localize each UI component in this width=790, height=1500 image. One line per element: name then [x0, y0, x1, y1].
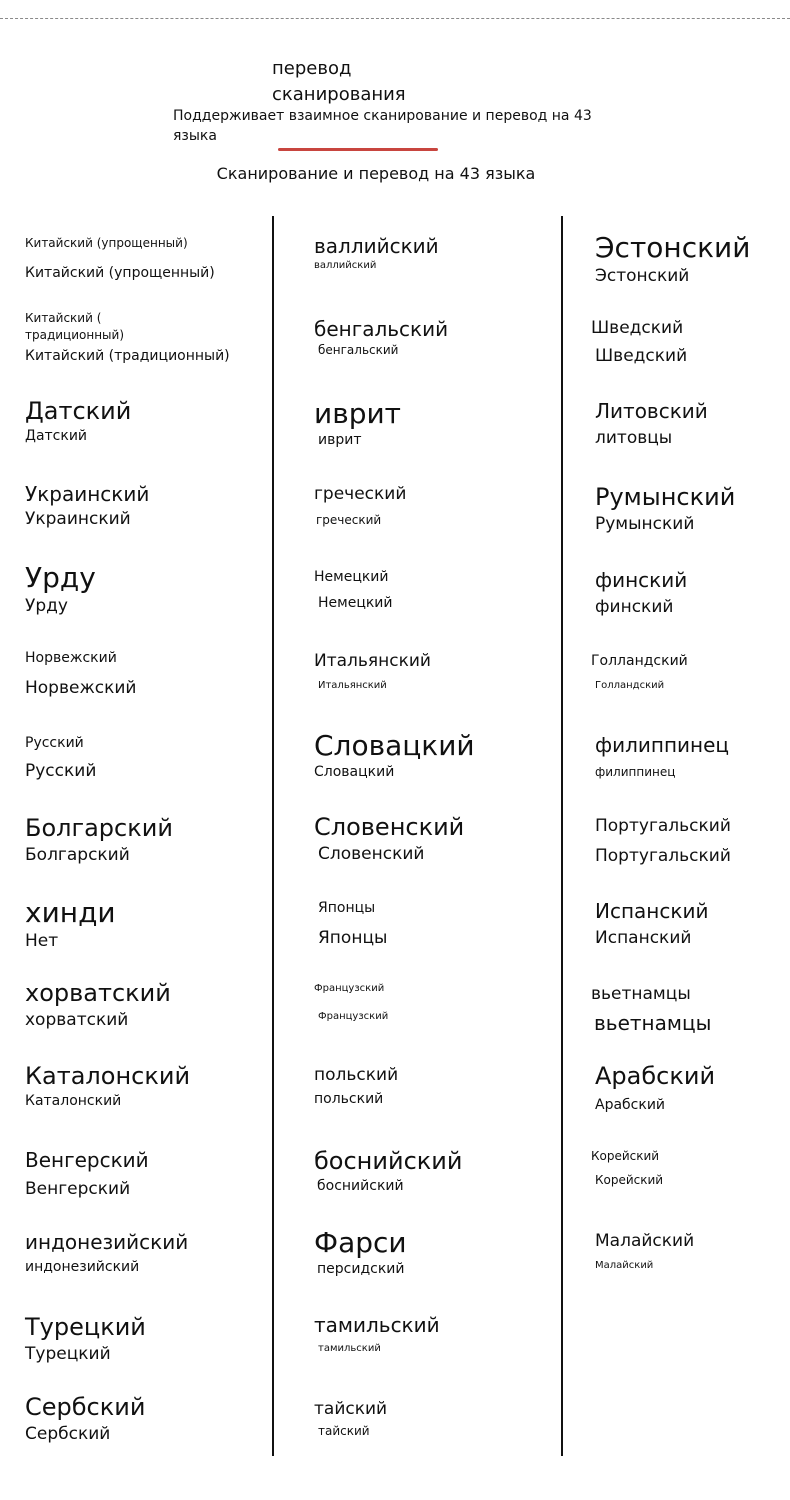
language-entry [314, 1312, 440, 1356]
page-title: перевод сканирования [272, 58, 406, 105]
language-translation: Немецкий [318, 595, 393, 611]
language-translation: Русский [25, 761, 97, 781]
language-name: Шведский [591, 318, 684, 338]
language-translation: литовцы [595, 428, 673, 448]
language-translation: хорватский [25, 1010, 129, 1030]
language-name: Немецкий [314, 569, 389, 585]
language-translation: Португальский [595, 846, 731, 866]
language-name: хинди [25, 896, 116, 929]
language-name: боснийский [314, 1147, 463, 1175]
language-name: Китайский ( традиционный) [25, 311, 125, 342]
language-translation: Украинский [25, 509, 131, 529]
language-translation: Урду [25, 596, 68, 616]
language-name: Литовский [595, 399, 708, 423]
language-entry [595, 232, 750, 288]
language-name: Итальянский [314, 651, 431, 671]
language-name: Арабский [595, 1062, 716, 1090]
language-name: тамильский [314, 1313, 440, 1337]
language-entry [314, 898, 387, 950]
language-entry [314, 1146, 462, 1196]
language-entry [314, 1227, 407, 1279]
language-name: Эстонский [595, 231, 751, 264]
language-name: Французский [314, 983, 385, 994]
language-entry [25, 1229, 188, 1277]
language-name: Датский [25, 397, 132, 425]
language-name: тайский [314, 1399, 388, 1419]
language-translation: польский [314, 1091, 384, 1107]
language-entry [314, 649, 431, 693]
language-entry [595, 898, 708, 950]
language-name: Урду [25, 561, 96, 594]
language-translation: индонезийский [25, 1259, 140, 1275]
language-entry [314, 730, 475, 782]
language-entry [25, 1312, 146, 1366]
language-translation: Венгерский [25, 1179, 131, 1199]
language-translation: Японцы [318, 928, 388, 948]
language-translation: Эстонский [595, 266, 690, 286]
language-translation: Румынский [595, 514, 695, 534]
language-translation: Норвежский [25, 678, 137, 698]
language-translation: Шведский [595, 346, 688, 366]
language-entry [25, 562, 96, 618]
language-translation: филиппинец [595, 765, 676, 779]
language-name: польский [314, 1065, 399, 1085]
language-name: Сербский [25, 1393, 146, 1421]
language-entry [314, 1063, 398, 1109]
language-name: греческий [314, 484, 407, 504]
language-entry [25, 897, 116, 953]
language-name: иврит [314, 397, 401, 430]
language-translation: боснийский [317, 1178, 404, 1194]
language-name: Венгерский [25, 1148, 149, 1172]
language-entry [595, 814, 731, 868]
language-entry [314, 233, 439, 273]
language-translation: персидский [317, 1261, 405, 1277]
language-translation: бенгальский [318, 343, 399, 357]
language-entry [595, 732, 729, 781]
language-name: Украинский [25, 482, 150, 506]
language-translation: Каталонский [25, 1093, 122, 1109]
language-entry [25, 1061, 190, 1111]
language-entry [314, 482, 406, 529]
language-entry [595, 1061, 715, 1115]
language-name: филиппинец [595, 733, 730, 757]
language-name: Корейский [591, 1149, 660, 1163]
language-name: индонезийский [25, 1230, 189, 1254]
language-translation: Словенский [318, 844, 425, 864]
dashed-top-border [0, 18, 790, 19]
language-entry [314, 398, 401, 450]
language-translation: тамильский [318, 1343, 381, 1354]
language-entry [595, 398, 708, 450]
language-entry [591, 651, 688, 693]
language-name: финский [595, 568, 688, 592]
language-name: Каталонский [25, 1062, 191, 1090]
language-translation: Сербский [25, 1424, 111, 1444]
language-name: Японцы [318, 900, 376, 916]
column-divider [561, 216, 563, 1456]
language-entry [25, 813, 173, 867]
language-entry [314, 1397, 387, 1440]
language-translation: валлийский [314, 260, 377, 271]
language-name: Русский [25, 735, 84, 751]
language-translation: Китайский (упрощенный) [25, 265, 215, 281]
language-translation: Словацкий [314, 764, 395, 780]
language-entry [25, 733, 96, 783]
language-name: валлийский [314, 234, 439, 258]
language-name: Испанский [595, 899, 709, 923]
language-translation: Корейский [595, 1173, 664, 1187]
language-entry [591, 316, 687, 368]
language-name: Словацкий [314, 729, 475, 762]
language-name: хорватский [25, 979, 171, 1007]
language-translation: Итальянский [318, 680, 387, 691]
language-entry [314, 812, 464, 866]
column-divider [272, 216, 274, 1456]
language-translation: Испанский [595, 928, 692, 948]
language-entry [591, 982, 711, 1036]
language-name: Малайский [595, 1231, 695, 1251]
language-entry [25, 396, 131, 446]
language-entry [591, 1148, 663, 1189]
language-translation: тайский [318, 1424, 370, 1438]
language-translation: Малайский [595, 1260, 654, 1271]
language-entry [25, 481, 149, 531]
language-name: вьетнамцы [591, 984, 691, 1004]
language-translation: Датский [25, 428, 88, 444]
page-subtitle: Поддерживает взаимное сканирование и перевод на 43 языка [173, 108, 592, 144]
language-name: Португальский [595, 816, 731, 836]
language-entry [25, 978, 171, 1032]
language-name: Болгарский [25, 814, 173, 842]
language-translation: финский [595, 597, 674, 617]
language-translation: Нет [25, 931, 59, 951]
language-translation: Болгарский [25, 845, 130, 865]
page-caption: Сканирование и перевод на 43 языка [216, 164, 536, 183]
language-name: Румынский [595, 483, 736, 511]
language-entry [314, 567, 393, 613]
language-entry [595, 1229, 694, 1273]
language-entry [595, 482, 735, 536]
language-entry [25, 648, 136, 700]
language-entry [25, 1392, 145, 1446]
language-name: Китайский (упрощенный) [25, 236, 188, 250]
language-translation: Французский [318, 1011, 389, 1022]
language-name: бенгальский [314, 317, 449, 341]
language-translation: Арабский [595, 1097, 666, 1113]
title-underline [278, 148, 438, 151]
language-translation: Турецкий [25, 1344, 111, 1364]
language-name: Словенский [314, 813, 465, 841]
language-translation: Голландский [595, 680, 665, 691]
language-name: Норвежский [25, 650, 117, 666]
language-entry [595, 567, 687, 619]
language-translation: Китайский (традиционный) [25, 348, 230, 364]
language-name: Голландский [591, 653, 688, 669]
language-entry [25, 310, 230, 366]
language-name: Турецкий [25, 1313, 146, 1341]
language-entry [314, 982, 388, 1024]
language-translation: греческий [316, 513, 382, 527]
language-entry [25, 235, 215, 283]
language-entry [25, 1147, 149, 1201]
language-name: Фарси [314, 1226, 407, 1259]
language-entry [314, 316, 448, 359]
language-translation: вьетнамцы [594, 1011, 712, 1035]
language-translation: иврит [318, 432, 362, 448]
